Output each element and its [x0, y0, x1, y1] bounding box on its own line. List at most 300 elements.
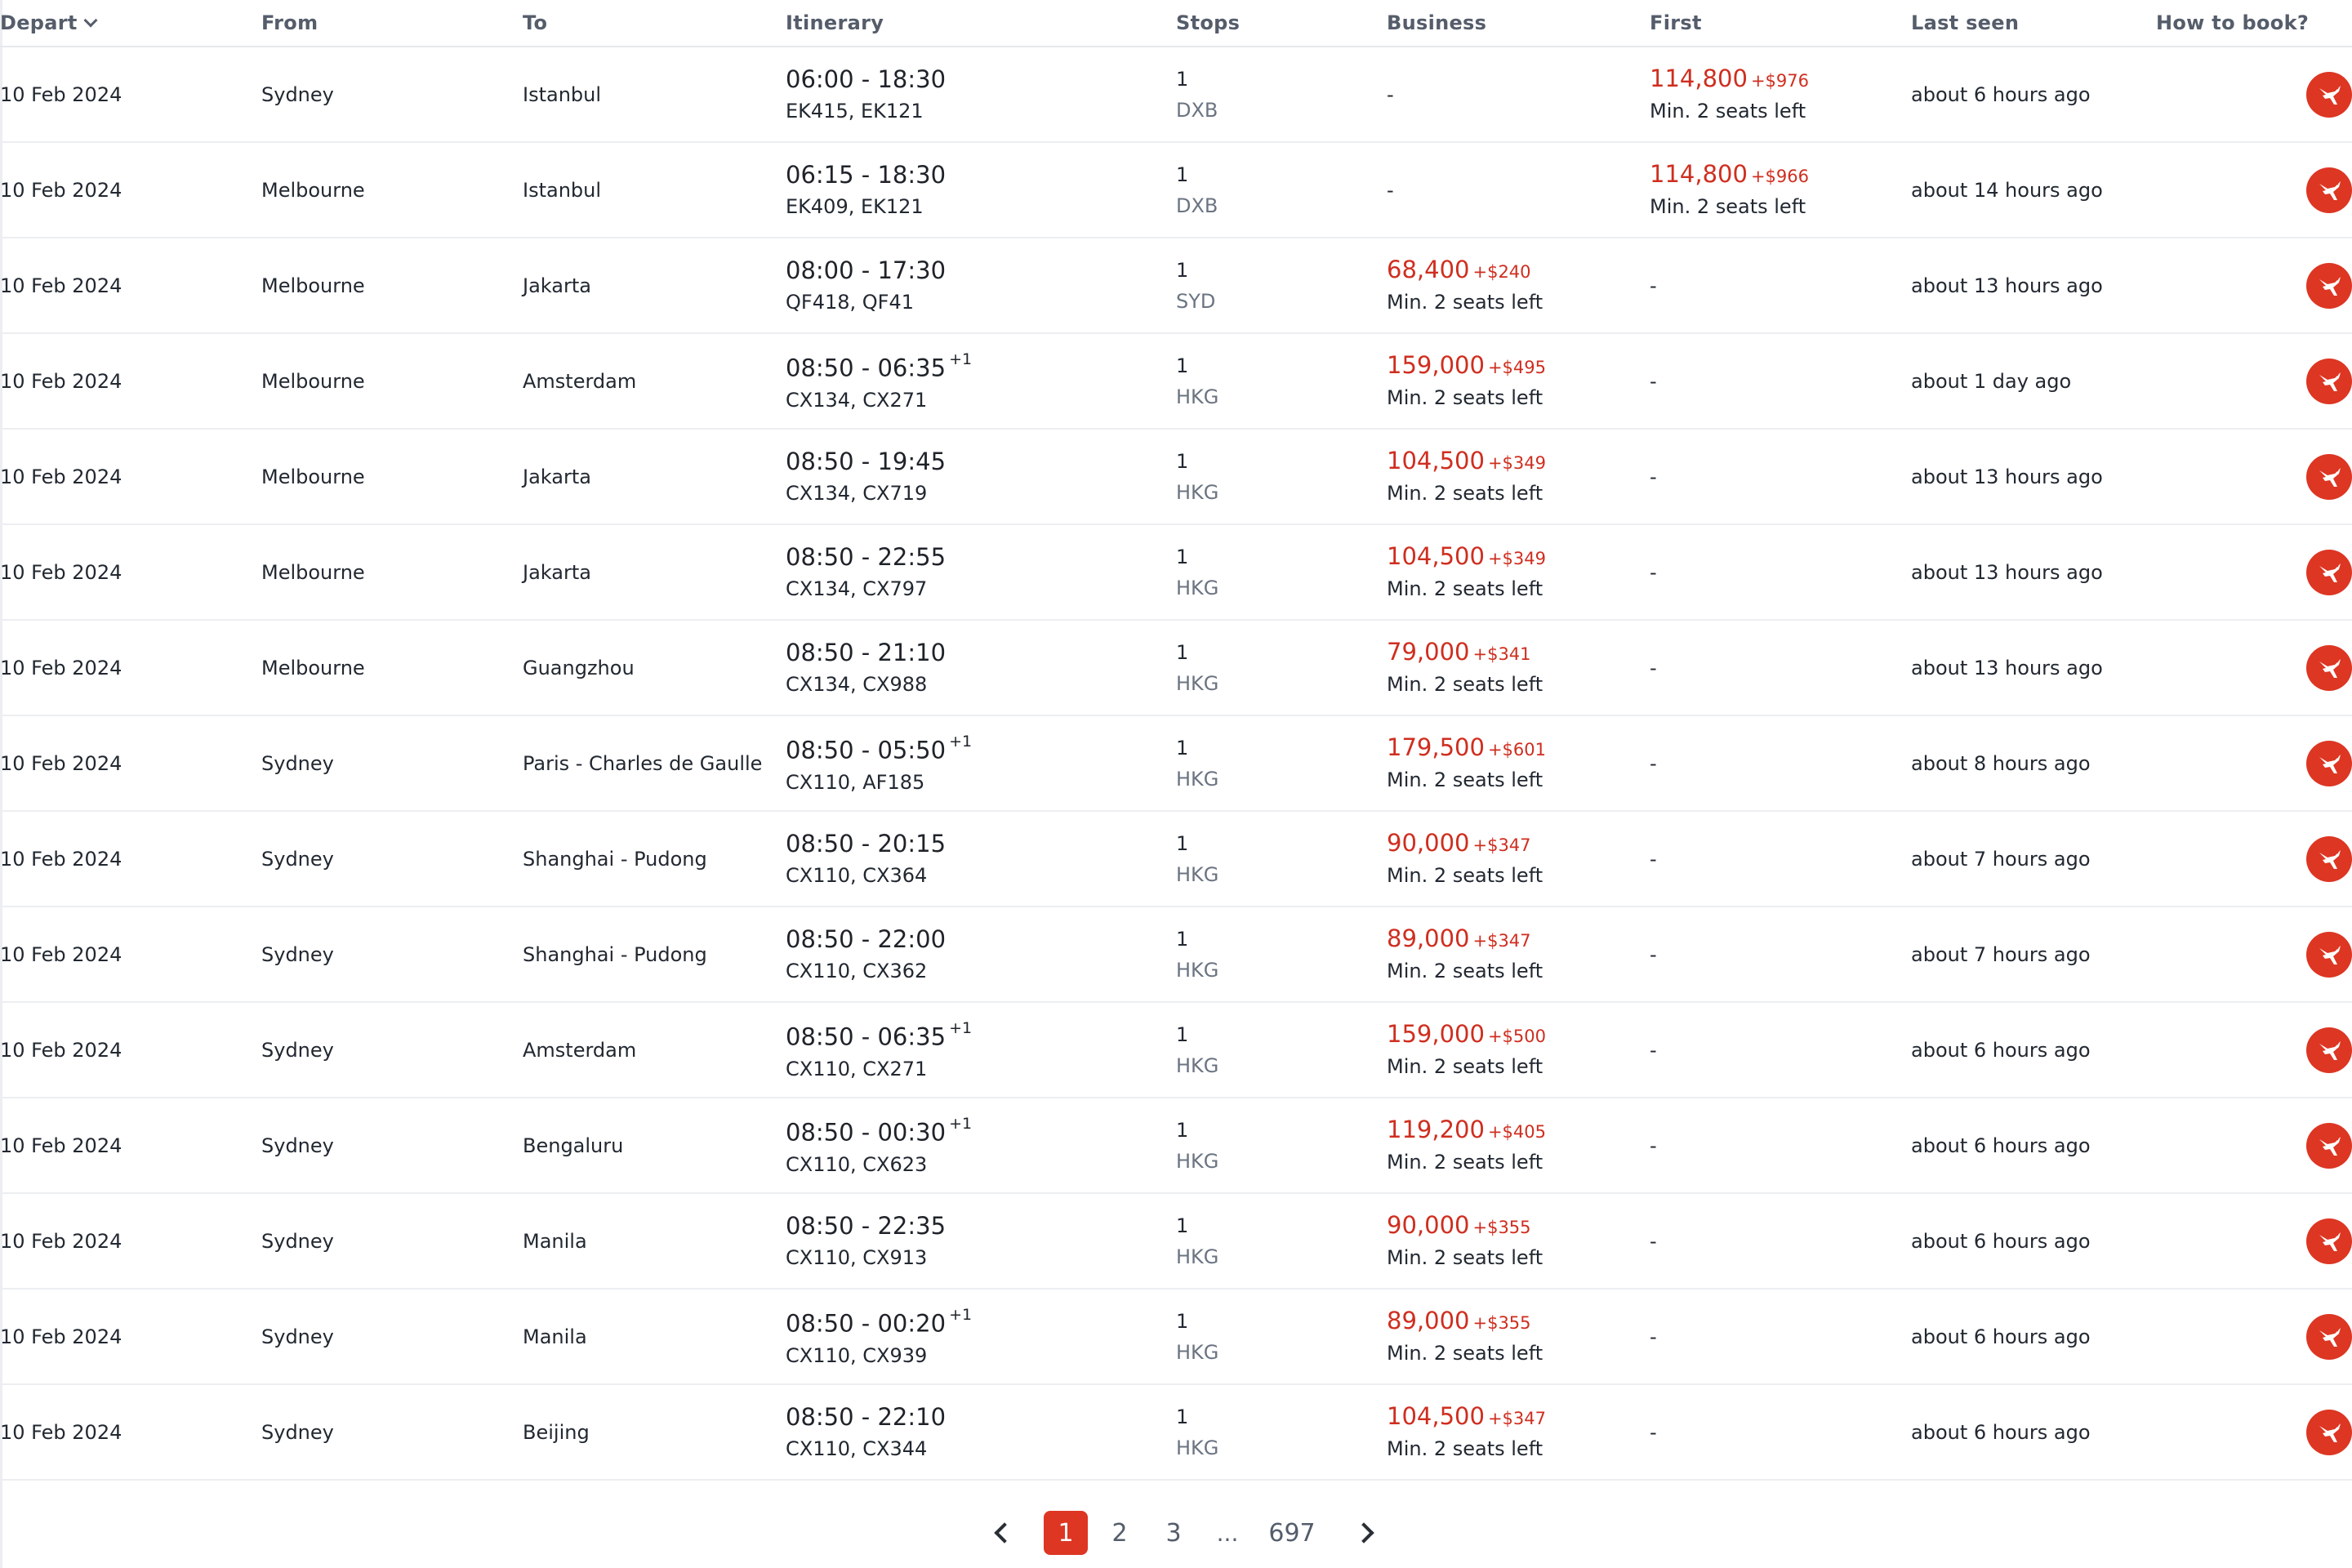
- flight-numbers: QF418, QF41: [786, 290, 914, 314]
- stopover-airport: HKG: [1176, 385, 1219, 408]
- kangaroo-glyph: [2315, 463, 2343, 491]
- first-fare-cell: [1650, 238, 1911, 333]
- table-row[interactable]: [0, 1193, 2352, 1289]
- flight-numbers: EK409, EK121: [786, 194, 924, 218]
- business-tax: +$341: [1472, 644, 1531, 664]
- stop-count: 1: [1176, 545, 1189, 568]
- stops-cell: [1176, 333, 1387, 429]
- header-first: First: [1650, 0, 1911, 47]
- how-to-book-cell: [2156, 333, 2352, 429]
- business-fare-cell: [1387, 1098, 1650, 1193]
- itinerary-times: [786, 255, 1176, 286]
- qantas-kangaroo-icon[interactable]: [2306, 1218, 2352, 1264]
- first-points[interactable]: 114,800: [1650, 64, 1748, 92]
- flight-numbers: CX110, CX362: [786, 959, 928, 982]
- itinerary-cell: [786, 620, 1176, 715]
- stop-count: 1: [1176, 927, 1189, 951]
- stops-cell: [1176, 142, 1387, 238]
- itinerary-time-range: 08:50 - 22:35: [786, 1211, 947, 1240]
- depart-date: 10 Feb 2024: [0, 1098, 261, 1193]
- how-to-book-cell: [2156, 1384, 2352, 1480]
- qantas-kangaroo-icon[interactable]: [2306, 645, 2352, 691]
- stopover-airport: HKG: [1176, 1340, 1219, 1364]
- kangaroo-glyph: [2315, 81, 2343, 109]
- table-row[interactable]: [0, 906, 2352, 1002]
- first-unavailable: -: [1650, 465, 1657, 488]
- page-button-1[interactable]: 1: [1044, 1511, 1088, 1555]
- business-seats-left: Min. 2 seats left: [1387, 1437, 1544, 1460]
- business-seats-left: Min. 2 seats left: [1387, 577, 1544, 600]
- table-row[interactable]: [0, 429, 2352, 524]
- destination-city: Manila: [523, 1193, 786, 1289]
- first-seats-left: Min. 2 seats left: [1650, 99, 1806, 122]
- itinerary-time-range: 08:50 - 05:50: [786, 736, 947, 764]
- kangaroo-glyph: [2315, 845, 2343, 873]
- origin-city: Sydney: [261, 47, 523, 142]
- itinerary-times: [786, 729, 1176, 766]
- pagination-ellipsis: ...: [1216, 1519, 1239, 1547]
- first-unavailable: -: [1650, 274, 1657, 297]
- kangaroo-glyph: [2315, 941, 2343, 969]
- itinerary-time-range: 08:00 - 17:30: [786, 256, 947, 284]
- business-points[interactable]: 104,500: [1387, 446, 1485, 474]
- stop-count: 1: [1176, 449, 1189, 473]
- first-unavailable: -: [1650, 560, 1657, 584]
- itinerary-times: [786, 924, 1176, 955]
- depart-date: 10 Feb 2024: [0, 715, 261, 811]
- business-tax: +$240: [1472, 261, 1531, 282]
- page-button-last[interactable]: 697: [1268, 1518, 1316, 1548]
- business-points[interactable]: 89,000: [1387, 924, 1470, 952]
- itinerary-times: [786, 1016, 1176, 1053]
- business-seats-left: Min. 2 seats left: [1387, 1054, 1544, 1078]
- destination-city: Beijing: [523, 1384, 786, 1480]
- last-seen: about 7 hours ago: [1911, 811, 2156, 906]
- qantas-kangaroo-icon[interactable]: [2306, 741, 2352, 786]
- itinerary-cell: [786, 333, 1176, 429]
- flight-numbers: CX110, CX623: [786, 1152, 928, 1176]
- last-seen: about 7 hours ago: [1911, 906, 2156, 1002]
- first-unavailable: -: [1650, 1229, 1657, 1253]
- next-page-button[interactable]: [1344, 1511, 1388, 1555]
- business-points[interactable]: 89,000: [1387, 1306, 1470, 1334]
- table-row[interactable]: [0, 811, 2352, 906]
- business-fare-cell: [1387, 524, 1650, 620]
- itinerary-cell: [786, 238, 1176, 333]
- qantas-kangaroo-icon[interactable]: [2306, 836, 2352, 882]
- stopover-airport: HKG: [1176, 862, 1219, 886]
- stops-cell: [1176, 524, 1387, 620]
- itinerary-cell: [786, 715, 1176, 811]
- kangaroo-glyph: [2315, 1419, 2343, 1446]
- chevron-down-icon[interactable]: [83, 14, 97, 28]
- itinerary-cell: [786, 811, 1176, 906]
- business-points[interactable]: 79,000: [1387, 637, 1470, 666]
- itinerary-cell: [786, 1193, 1176, 1289]
- stops-cell: [1176, 1098, 1387, 1193]
- kangaroo-glyph: [2315, 1132, 2343, 1160]
- origin-city: Sydney: [261, 1384, 523, 1480]
- depart-date: 10 Feb 2024: [0, 429, 261, 524]
- how-to-book-cell: [2156, 1098, 2352, 1193]
- first-fare-cell: [1650, 1098, 1911, 1193]
- qantas-kangaroo-icon[interactable]: [2306, 1410, 2352, 1455]
- itinerary-time-range: 08:50 - 22:55: [786, 542, 947, 571]
- business-points[interactable]: 179,500: [1387, 733, 1485, 761]
- kangaroo-glyph: [2315, 368, 2343, 395]
- origin-city: Sydney: [261, 1289, 523, 1384]
- depart-date: 10 Feb 2024: [0, 1289, 261, 1384]
- business-fare-cell: [1387, 620, 1650, 715]
- first-unavailable: -: [1650, 751, 1657, 775]
- qantas-kangaroo-icon[interactable]: [2306, 359, 2352, 404]
- business-points[interactable]: 90,000: [1387, 828, 1470, 857]
- itinerary-time-range: 08:50 - 19:45: [786, 447, 947, 475]
- business-points[interactable]: 104,500: [1387, 541, 1485, 570]
- header-depart[interactable]: [0, 0, 261, 47]
- business-tax: +$355: [1472, 1312, 1531, 1333]
- origin-city: Melbourne: [261, 524, 523, 620]
- table-row[interactable]: [0, 333, 2352, 429]
- stop-count: 1: [1176, 67, 1189, 91]
- table-row[interactable]: [0, 47, 2352, 142]
- itinerary-times: [786, 1111, 1176, 1148]
- header-depart-label: Depart: [0, 11, 78, 34]
- stopover-airport: HKG: [1176, 1245, 1219, 1268]
- table-body: [0, 47, 2352, 1480]
- business-fare-cell: [1387, 333, 1650, 429]
- itinerary-times: [786, 159, 1176, 190]
- how-to-book-cell: [2156, 142, 2352, 238]
- business-seats-left: Min. 2 seats left: [1387, 1341, 1544, 1365]
- itinerary-cell: [786, 1002, 1176, 1098]
- business-unavailable: -: [1387, 82, 1394, 106]
- qantas-kangaroo-icon[interactable]: [2306, 932, 2352, 978]
- first-unavailable: -: [1650, 847, 1657, 871]
- depart-date: 10 Feb 2024: [0, 142, 261, 238]
- how-to-book-cell: [2156, 429, 2352, 524]
- stop-count: 1: [1176, 640, 1189, 664]
- first-fare-cell: [1650, 811, 1911, 906]
- depart-date: 10 Feb 2024: [0, 333, 261, 429]
- stop-count: 1: [1176, 831, 1189, 855]
- itinerary-times: [786, 1401, 1176, 1432]
- stops-cell: [1176, 238, 1387, 333]
- prev-page-button[interactable]: [980, 1511, 1024, 1555]
- stop-count: 1: [1176, 1309, 1189, 1333]
- flight-numbers: CX110, CX913: [786, 1245, 928, 1269]
- destination-city: Guangzhou: [523, 620, 786, 715]
- first-fare-cell: [1650, 620, 1911, 715]
- destination-city: Jakarta: [523, 429, 786, 524]
- destination-city: Istanbul: [523, 47, 786, 142]
- flight-numbers: CX110, CX344: [786, 1437, 928, 1460]
- stopover-airport: HKG: [1176, 767, 1219, 791]
- how-to-book-cell: [2156, 47, 2352, 142]
- last-seen: about 13 hours ago: [1911, 620, 2156, 715]
- first-points[interactable]: 114,800: [1650, 159, 1748, 188]
- last-seen: about 13 hours ago: [1911, 429, 2156, 524]
- itinerary-time-range: 08:50 - 22:00: [786, 924, 947, 953]
- itinerary-time-range: 08:50 - 21:10: [786, 638, 947, 666]
- stopover-airport: HKG: [1176, 1436, 1219, 1459]
- flight-numbers: CX134, CX988: [786, 672, 928, 696]
- kangaroo-glyph: [2315, 559, 2343, 586]
- last-seen: about 6 hours ago: [1911, 1002, 2156, 1098]
- stops-cell: [1176, 1289, 1387, 1384]
- stop-count: 1: [1176, 163, 1189, 186]
- destination-city: Shanghai - Pudong: [523, 906, 786, 1002]
- itinerary-times: [786, 347, 1176, 384]
- business-seats-left: Min. 2 seats left: [1387, 863, 1544, 887]
- business-points[interactable]: 104,500: [1387, 1401, 1485, 1430]
- destination-city: Jakarta: [523, 238, 786, 333]
- how-to-book-cell: [2156, 620, 2352, 715]
- stopover-airport: HKG: [1176, 1054, 1219, 1077]
- destination-city: Amsterdam: [523, 333, 786, 429]
- origin-city: Sydney: [261, 1098, 523, 1193]
- kangaroo-glyph: [2315, 750, 2343, 777]
- kangaroo-glyph: [2315, 272, 2343, 300]
- business-points[interactable]: 119,200: [1387, 1115, 1485, 1143]
- stop-count: 1: [1176, 1118, 1189, 1142]
- business-points[interactable]: 68,400: [1387, 255, 1470, 283]
- business-tax: +$355: [1472, 1217, 1531, 1237]
- flight-numbers: CX134, CX271: [786, 388, 928, 412]
- stop-count: 1: [1176, 1022, 1189, 1046]
- itinerary-time-range: 08:50 - 20:15: [786, 829, 947, 858]
- business-fare-cell: [1387, 715, 1650, 811]
- how-to-book-cell: [2156, 1289, 2352, 1384]
- stopover-airport: DXB: [1176, 194, 1218, 217]
- header-itinerary: Itinerary: [786, 0, 1176, 47]
- qantas-kangaroo-icon[interactable]: [2306, 1123, 2352, 1169]
- first-fare-cell: [1650, 47, 1911, 142]
- destination-city: Manila: [523, 1289, 786, 1384]
- stopover-airport: HKG: [1176, 1149, 1219, 1173]
- pagination: [0, 1508, 2352, 1558]
- table-row[interactable]: [0, 1289, 2352, 1384]
- plus-day-indicator: +1: [949, 1115, 973, 1134]
- first-fare-cell: [1650, 715, 1911, 811]
- last-seen: about 1 day ago: [1911, 333, 2156, 429]
- business-fare-cell: [1387, 47, 1650, 142]
- depart-date: 10 Feb 2024: [0, 811, 261, 906]
- business-seats-left: Min. 2 seats left: [1387, 481, 1544, 505]
- business-fare-cell: [1387, 1384, 1650, 1480]
- first-fare-cell: [1650, 429, 1911, 524]
- last-seen: about 13 hours ago: [1911, 524, 2156, 620]
- flight-numbers: CX110, CX364: [786, 863, 928, 887]
- itinerary-time-range: 06:00 - 18:30: [786, 65, 947, 93]
- kangaroo-glyph: [2315, 1036, 2343, 1064]
- itinerary-time-range: 08:50 - 06:35: [786, 1022, 947, 1051]
- itinerary-times: [786, 1210, 1176, 1241]
- itinerary-cell: [786, 429, 1176, 524]
- origin-city: Sydney: [261, 1193, 523, 1289]
- last-seen: about 13 hours ago: [1911, 238, 2156, 333]
- last-seen: about 6 hours ago: [1911, 1289, 2156, 1384]
- stopover-airport: HKG: [1176, 576, 1219, 599]
- plus-day-indicator: +1: [949, 733, 973, 751]
- first-tax: +$966: [1750, 166, 1809, 186]
- plus-day-indicator: +1: [949, 1019, 973, 1038]
- first-unavailable: -: [1650, 369, 1657, 393]
- origin-city: Melbourne: [261, 333, 523, 429]
- how-to-book-cell: [2156, 524, 2352, 620]
- table-row[interactable]: [0, 1002, 2352, 1098]
- first-unavailable: -: [1650, 942, 1657, 966]
- business-points[interactable]: 90,000: [1387, 1210, 1470, 1239]
- header-to: To: [523, 0, 786, 47]
- origin-city: Sydney: [261, 906, 523, 1002]
- first-fare-cell: [1650, 1002, 1911, 1098]
- table-row[interactable]: [0, 715, 2352, 811]
- depart-date: 10 Feb 2024: [0, 47, 261, 142]
- last-seen: about 6 hours ago: [1911, 47, 2156, 142]
- stops-cell: [1176, 620, 1387, 715]
- flight-numbers: CX110, CX271: [786, 1057, 928, 1080]
- destination-city: Jakarta: [523, 524, 786, 620]
- business-fare-cell: [1387, 429, 1650, 524]
- how-to-book-cell: [2156, 906, 2352, 1002]
- itinerary-cell: [786, 524, 1176, 620]
- page-button-2[interactable]: 2: [1111, 1518, 1128, 1548]
- business-tax: +$349: [1487, 548, 1546, 568]
- last-seen: about 6 hours ago: [1911, 1193, 2156, 1289]
- qantas-kangaroo-icon[interactable]: [2306, 1314, 2352, 1360]
- how-to-book-cell: [2156, 811, 2352, 906]
- business-fare-cell: [1387, 1193, 1650, 1289]
- how-to-book-cell: [2156, 1002, 2352, 1098]
- itinerary-cell: [786, 1098, 1176, 1193]
- last-seen: about 8 hours ago: [1911, 715, 2156, 811]
- itinerary-times: [786, 637, 1176, 668]
- origin-city: Melbourne: [261, 620, 523, 715]
- business-fare-cell: [1387, 906, 1650, 1002]
- itinerary-time-range: 06:15 - 18:30: [786, 160, 947, 189]
- itinerary-cell: [786, 47, 1176, 142]
- business-tax: +$347: [1487, 1408, 1546, 1428]
- stop-count: 1: [1176, 258, 1189, 282]
- header-business: Business: [1387, 0, 1650, 47]
- destination-city: Istanbul: [523, 142, 786, 238]
- qantas-kangaroo-icon[interactable]: [2306, 454, 2352, 500]
- business-fare-cell: [1387, 811, 1650, 906]
- business-points[interactable]: 159,000: [1387, 1019, 1485, 1048]
- first-unavailable: -: [1650, 1325, 1657, 1348]
- business-seats-left: Min. 2 seats left: [1387, 959, 1544, 982]
- page-button-3[interactable]: 3: [1165, 1518, 1182, 1548]
- stop-count: 1: [1176, 354, 1189, 377]
- header-from: From: [261, 0, 523, 47]
- business-points[interactable]: 159,000: [1387, 350, 1485, 379]
- table-row[interactable]: [0, 142, 2352, 238]
- business-tax: +$347: [1472, 930, 1531, 951]
- kangaroo-glyph: [2315, 654, 2343, 682]
- chevron-right-icon: [1353, 1522, 1374, 1543]
- qantas-kangaroo-icon[interactable]: [2306, 167, 2352, 213]
- stopover-airport: HKG: [1176, 671, 1219, 695]
- depart-date: 10 Feb 2024: [0, 1002, 261, 1098]
- kangaroo-glyph: [2315, 176, 2343, 204]
- kangaroo-glyph: [2315, 1227, 2343, 1255]
- table-row[interactable]: [0, 1384, 2352, 1480]
- stops-cell: [1176, 811, 1387, 906]
- itinerary-times: [786, 1303, 1176, 1339]
- kangaroo-glyph: [2315, 1323, 2343, 1351]
- depart-date: 10 Feb 2024: [0, 620, 261, 715]
- stops-cell: [1176, 906, 1387, 1002]
- destination-city: Paris - Charles de Gaulle: [523, 715, 786, 811]
- depart-date: 10 Feb 2024: [0, 1193, 261, 1289]
- how-to-book-cell: [2156, 238, 2352, 333]
- first-fare-cell: [1650, 906, 1911, 1002]
- itinerary-time-range: 08:50 - 06:35: [786, 354, 947, 382]
- plus-day-indicator: +1: [949, 350, 973, 369]
- table-header-row: [0, 0, 2352, 47]
- how-to-book-cell: [2156, 1193, 2352, 1289]
- qantas-kangaroo-icon[interactable]: [2306, 1027, 2352, 1073]
- business-fare-cell: [1387, 142, 1650, 238]
- stops-cell: [1176, 47, 1387, 142]
- flight-numbers: CX134, CX719: [786, 481, 928, 505]
- itinerary-time-range: 08:50 - 22:10: [786, 1402, 947, 1431]
- business-tax: +$500: [1487, 1026, 1546, 1046]
- stop-count: 1: [1176, 1214, 1189, 1237]
- business-fare-cell: [1387, 1002, 1650, 1098]
- stops-cell: [1176, 1384, 1387, 1480]
- stops-cell: [1176, 429, 1387, 524]
- flight-numbers: EK415, EK121: [786, 99, 924, 122]
- origin-city: Melbourne: [261, 429, 523, 524]
- depart-date: 10 Feb 2024: [0, 524, 261, 620]
- chevron-left-icon: [994, 1522, 1014, 1543]
- header-how-to-book: How to book?: [2156, 0, 2352, 47]
- qantas-kangaroo-icon[interactable]: [2306, 263, 2352, 309]
- origin-city: Melbourne: [261, 142, 523, 238]
- stopover-airport: HKG: [1176, 480, 1219, 504]
- itinerary-times: [786, 446, 1176, 477]
- destination-city: Shanghai - Pudong: [523, 811, 786, 906]
- stop-count: 1: [1176, 736, 1189, 760]
- business-seats-left: Min. 2 seats left: [1387, 768, 1544, 791]
- origin-city: Sydney: [261, 1002, 523, 1098]
- destination-city: Amsterdam: [523, 1002, 786, 1098]
- business-seats-left: Min. 2 seats left: [1387, 672, 1544, 696]
- first-unavailable: -: [1650, 656, 1657, 679]
- first-tax: +$976: [1750, 70, 1809, 91]
- qantas-kangaroo-icon[interactable]: [2306, 72, 2352, 118]
- qantas-kangaroo-icon[interactable]: [2306, 550, 2352, 595]
- header-last-seen: Last seen: [1911, 0, 2156, 47]
- depart-date: 10 Feb 2024: [0, 238, 261, 333]
- first-fare-cell: [1650, 333, 1911, 429]
- table-row[interactable]: [0, 620, 2352, 715]
- last-seen: about 6 hours ago: [1911, 1384, 2156, 1480]
- itinerary-cell: [786, 1289, 1176, 1384]
- business-seats-left: Min. 2 seats left: [1387, 385, 1544, 409]
- table-row[interactable]: [0, 1098, 2352, 1193]
- first-fare-cell: [1650, 524, 1911, 620]
- stops-cell: [1176, 715, 1387, 811]
- itinerary-times: [786, 541, 1176, 572]
- table-row[interactable]: [0, 238, 2352, 333]
- first-seats-left: Min. 2 seats left: [1650, 194, 1806, 218]
- business-seats-left: Min. 2 seats left: [1387, 1245, 1544, 1269]
- first-fare-cell: [1650, 142, 1911, 238]
- table-row[interactable]: [0, 524, 2352, 620]
